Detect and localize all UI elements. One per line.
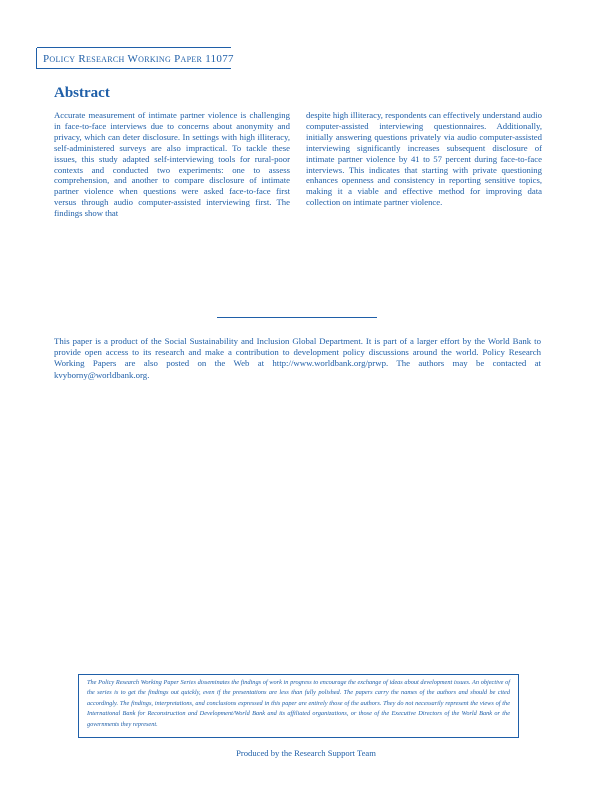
paper-info-paragraph: This paper is a product of the Social Sustainability and Inclusion Global Department. It is part of a larger effort by the World Bank to provide open access to its research and make a contribution to development policy discussions around the world. Policy Research Working Papers are also posted on the Web at http://www.worldbank.org/prwp. The authors may be contacted at kvyborny@worldbank.org. bbox=[54, 336, 541, 380]
abstract-left-column: Accurate measurement of intimate partner violence is challenging in face-to-face interviews due to concerns about anonymity and privacy, which can deter disclosure. In settings with high illiteracy, self-administered surveys are also impractical. To tackle these issues, this study adapted self-interviewing tools for rural-poor contexts and conducted two experiments: one to assess comprehension, and another to compare disclosure of intimate partner violence when questions were asked face-to-face first versus through audio computer-assisted interviewing first. The findings show that bbox=[54, 110, 290, 219]
series-label: Policy Research Working Paper 11077 bbox=[43, 53, 234, 65]
abstract-right-column: despite high illiteracy, respondents can effectively understand audio computer-assisted interviewing questionnaires. Additionally, initially answering questions privately via audio computer-assisted interviewing significantly increases subsequent disclosure of intimate partner violence by 41 to 57 percent during face-to-face interviews. This indicates that starting with private questioning enhances openness and consistency in reporting sensitive topics, making it a viable and effective method for improving data collection on intimate partner violence. bbox=[306, 110, 542, 208]
series-header-box bbox=[36, 48, 234, 69]
produced-by-footer: Produced by the Research Support Team bbox=[236, 748, 376, 758]
abstract-heading: Abstract bbox=[54, 85, 110, 101]
series-header-rule bbox=[37, 47, 231, 48]
section-divider bbox=[217, 317, 377, 318]
series-disclaimer-box: The Policy Research Working Paper Series disseminates the findings of work in progress to encourage the exchange of ideas about development issues. An objective of the series is to get the findings out quickly, even if the presentations are less than fully polished. The papers carry the names of the authors and should be cited accordingly. The findings, interpretations, and conclusions expressed in this paper are entirely those of the authors. They do not necessarily represent the views of the International Bank for Reconstruction and Development/World Bank and its affiliated organizations, or those of the Executive Directors of the World Bank or the governments they represent. bbox=[78, 674, 519, 738]
